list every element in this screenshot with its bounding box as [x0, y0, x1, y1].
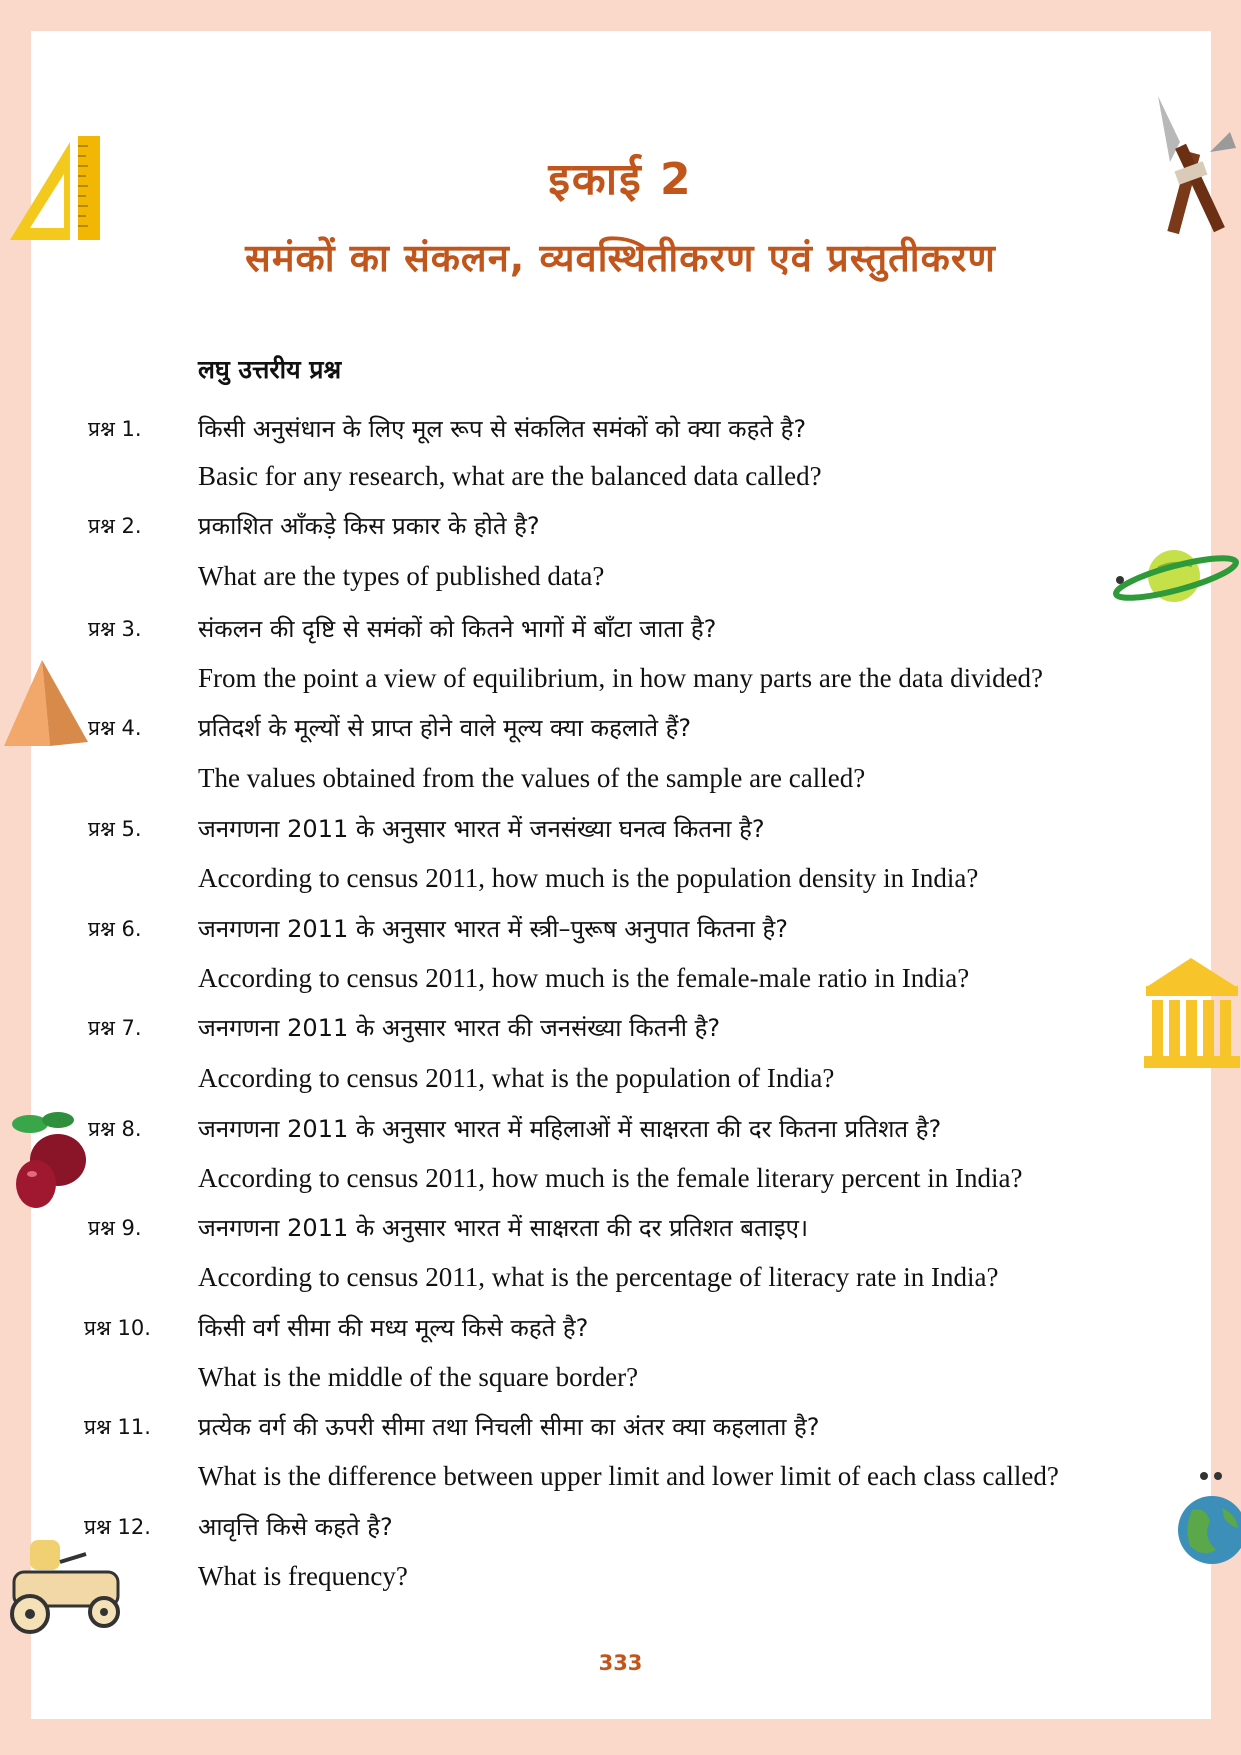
question-hindi: जनगणना 2011 के अनुसार भारत में जनसंख्या घनत्व कितना है?: [198, 815, 765, 843]
question-hindi: जनगणना 2011 के अनुसार भारत में महिलाओं में साक्षरता की दर कितना प्रतिशत है?: [198, 1115, 942, 1143]
question-english: What are the types of published data?: [198, 561, 605, 591]
unit-title: इकाई 2: [548, 154, 693, 205]
planet-icon: [1112, 540, 1240, 612]
question-hindi: जनगणना 2011 के अनुसार भारत की जनसंख्या कितनी है?: [198, 1014, 721, 1042]
question-label: प्रश्न 1.: [88, 417, 142, 441]
question-hindi: संकलन की दृष्टि से समंकों को कितने भागों में बाँटा जाता है?: [198, 615, 717, 643]
question-hindi: जनगणना 2011 के अनुसार भारत में स्त्री–पुरूष अनुपात कितना है?: [198, 915, 789, 943]
question-label: प्रश्न 2.: [88, 514, 142, 538]
question-hindi: प्रतिदर्श के मूल्यों से प्राप्त होने वाले मूल्य क्या कहलाते हैं?: [198, 714, 692, 742]
question-hindi: प्रकाशित आँकड़े किस प्रकार के होते है?: [198, 512, 540, 540]
question-hindi: किसी अनुसंधान के लिए मूल रूप से संकलित समंकों को क्या कहते है?: [198, 415, 807, 443]
question-english: According to census 2011, what is the population of India?: [198, 1063, 835, 1093]
question-english: According to census 2011, what is the percentage of literacy rate in India?: [198, 1262, 999, 1292]
globe-icon: [1172, 1466, 1241, 1572]
question-hindi: जनगणना 2011 के अनुसार भारत में साक्षरता की दर प्रतिशत बताइए।: [198, 1214, 809, 1242]
fruit-icon: [6, 1104, 90, 1212]
question-english: What is the difference between upper limit and lower limit of each class called?: [198, 1461, 1059, 1491]
question-english: The values obtained from the values of the sample are called?: [198, 763, 866, 793]
pyramid-icon: [2, 658, 90, 748]
chapter-title: समंकों का संकलन, व्यवस्थितीकरण एवं प्रस्तुतीकरण: [245, 236, 996, 280]
question-label: प्रश्न 10.: [84, 1316, 151, 1340]
question-label: प्रश्न 6.: [88, 917, 142, 941]
question-label: प्रश्न 5.: [88, 817, 142, 841]
question-hindi: आवृत्ति किसे कहते है?: [198, 1513, 393, 1541]
temple-pillars-icon: [1142, 956, 1241, 1070]
question-label: प्रश्न 11.: [84, 1415, 151, 1439]
question-label: प्रश्न 8.: [88, 1117, 142, 1141]
question-english: According to census 2011, how much is the female-male ratio in India?: [198, 963, 970, 993]
page-number: 333: [598, 1651, 643, 1675]
question-english: What is frequency?: [198, 1561, 408, 1591]
question-english: From the point a view of equilibrium, in how many parts are the data divided?: [198, 663, 1044, 693]
question-label: प्रश्न 7.: [88, 1016, 142, 1040]
question-english: According to census 2011, how much is the population density in India?: [198, 863, 979, 893]
old-car-icon: [0, 1532, 130, 1640]
question-label: प्रश्न 3.: [88, 617, 142, 641]
question-label: प्रश्न 9.: [88, 1216, 142, 1240]
question-english: According to census 2011, how much is the female literary percent in India?: [198, 1163, 1023, 1193]
question-english: Basic for any research, what are the balanced data called?: [198, 461, 822, 491]
question-label: प्रश्न 4.: [88, 716, 142, 740]
question-label: प्रश्न 12.: [84, 1515, 151, 1539]
question-hindi: किसी वर्ग सीमा की मध्य मूल्य किसे कहते है?: [198, 1314, 589, 1342]
question-english: What is the middle of the square border?: [198, 1362, 639, 1392]
question-hindi: प्रत्येक वर्ग की ऊपरी सीमा तथा निचली सीमा का अंतर क्या कहलाता है?: [198, 1413, 820, 1441]
section-heading: लघु उत्तरीय प्रश्न: [198, 355, 342, 384]
